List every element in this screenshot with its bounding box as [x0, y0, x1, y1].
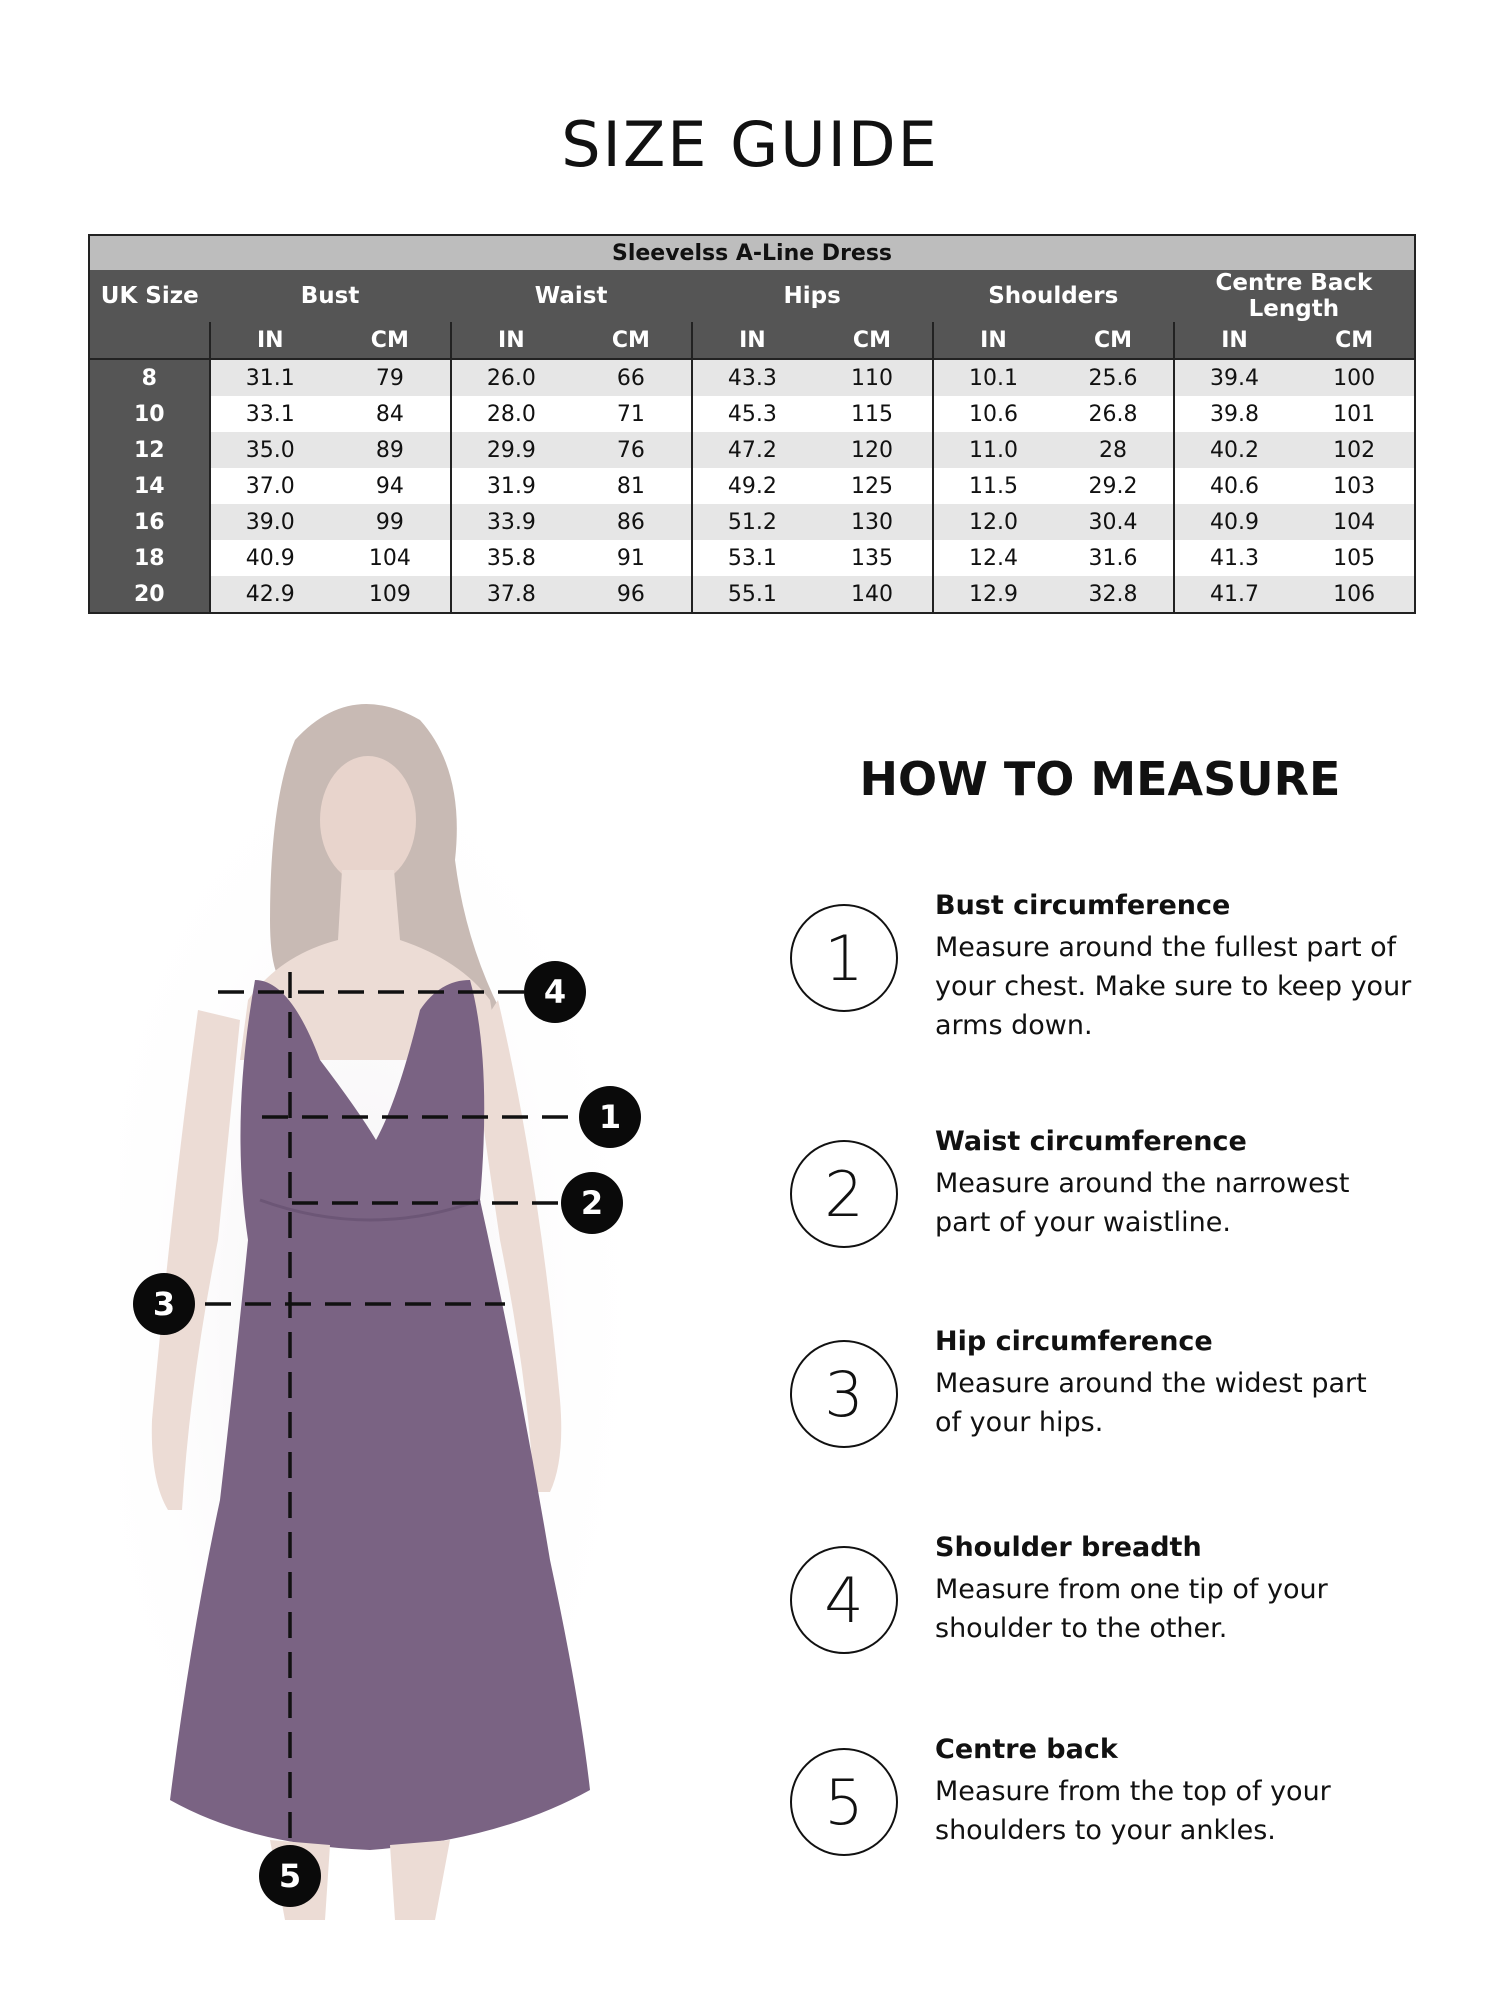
table-cell: 99 — [330, 504, 451, 540]
table-cell: 135 — [812, 540, 933, 576]
table-cell: 55.1 — [692, 576, 813, 613]
table-row — [89, 504, 1415, 540]
table-cell: 35.8 — [451, 540, 572, 576]
table-cell: 29.9 — [451, 432, 572, 468]
table-caption: Sleevelss A-Line Dress — [89, 235, 1415, 270]
table-cell: 76 — [571, 432, 692, 468]
unit-header: CM — [1053, 322, 1174, 359]
table-cell: 40.9 — [210, 540, 331, 576]
table-cell: 140 — [812, 576, 933, 613]
measurement-figure — [120, 680, 740, 1940]
table-cell: 12.0 — [933, 504, 1054, 540]
table-cell: 53.1 — [692, 540, 813, 576]
table-cell: 40.6 — [1174, 468, 1295, 504]
unit-header: CM — [571, 322, 692, 359]
step-shoulder — [790, 1532, 1430, 1672]
unit-header: IN — [210, 322, 331, 359]
table-cell: 49.2 — [692, 468, 813, 504]
model-face — [320, 756, 416, 884]
marker-3-label: 3 — [152, 1285, 176, 1323]
table-cell: 39.8 — [1174, 396, 1295, 432]
size-cell: 20 — [89, 576, 210, 613]
table-cell: 96 — [571, 576, 692, 613]
table-row — [89, 359, 1415, 396]
table-cell: 41.3 — [1174, 540, 1295, 576]
marker-4 — [524, 961, 586, 1023]
group-header-bust: Bust — [210, 270, 451, 322]
table-cell: 39.0 — [210, 504, 331, 540]
table-cell: 89 — [330, 432, 451, 468]
table-cell: 81 — [571, 468, 692, 504]
marker-1-label: 1 — [598, 1098, 622, 1136]
group-header-row — [89, 270, 1415, 322]
table-cell: 101 — [1294, 396, 1415, 432]
marker-1 — [579, 1086, 641, 1148]
table-row — [89, 540, 1415, 576]
unit-header: IN — [692, 322, 813, 359]
size-cell: 16 — [89, 504, 210, 540]
step-hip — [790, 1326, 1430, 1466]
size-cell: 12 — [89, 432, 210, 468]
table-cell: 91 — [571, 540, 692, 576]
step-number-circle: 4 — [790, 1546, 898, 1654]
table-cell: 115 — [812, 396, 933, 432]
step-title: Hip circumference — [935, 1326, 1213, 1357]
group-header-shoulders: Shoulders — [933, 270, 1174, 322]
table-cell: 102 — [1294, 432, 1415, 468]
table-cell: 12.4 — [933, 540, 1054, 576]
size-header: UK Size — [89, 270, 210, 322]
table-row — [89, 396, 1415, 432]
table-cell: 35.0 — [210, 432, 331, 468]
step-title: Waist circumference — [935, 1126, 1247, 1157]
group-header-waist: Waist — [451, 270, 692, 322]
table-cell: 40.2 — [1174, 432, 1295, 468]
table-cell: 31.9 — [451, 468, 572, 504]
step-waist — [790, 1126, 1430, 1266]
table-cell: 79 — [330, 359, 451, 396]
table-cell: 104 — [330, 540, 451, 576]
table-cell: 109 — [330, 576, 451, 613]
unit-header: CM — [812, 322, 933, 359]
marker-2-label: 2 — [580, 1184, 604, 1222]
step-description: Measure around the fullest part of your chest. Make sure to keep your arms down. — [935, 932, 1412, 1041]
page-title: SIZE GUIDE — [561, 108, 939, 181]
size-cell: 10 — [89, 396, 210, 432]
size-cell: 18 — [89, 540, 210, 576]
table-cell: 12.9 — [933, 576, 1054, 613]
marker-4-label: 4 — [543, 973, 567, 1011]
table-cell: 84 — [330, 396, 451, 432]
unit-spacer — [89, 322, 210, 359]
table-cell: 28 — [1053, 432, 1174, 468]
table-cell: 10.6 — [933, 396, 1054, 432]
unit-header-row — [89, 322, 1415, 359]
size-table — [88, 234, 1416, 614]
table-cell: 33.1 — [210, 396, 331, 432]
table-cell: 25.6 — [1053, 359, 1174, 396]
table-cell: 45.3 — [692, 396, 813, 432]
step-centre-back — [790, 1734, 1430, 1874]
unit-header: CM — [1294, 322, 1415, 359]
table-cell: 31.6 — [1053, 540, 1174, 576]
table-cell: 47.2 — [692, 432, 813, 468]
table-cell: 71 — [571, 396, 692, 432]
group-header-hips: Hips — [692, 270, 933, 322]
table-cell: 37.8 — [451, 576, 572, 613]
step-title: Bust circumference — [935, 890, 1231, 921]
step-description: Measure around the narrowest part of your waistline. — [935, 1168, 1350, 1238]
table-cell: 103 — [1294, 468, 1415, 504]
table-cell: 94 — [330, 468, 451, 504]
unit-header: IN — [933, 322, 1054, 359]
table-cell: 43.3 — [692, 359, 813, 396]
table-cell: 106 — [1294, 576, 1415, 613]
table-cell: 110 — [812, 359, 933, 396]
how-to-measure-title: HOW TO MEASURE — [859, 752, 1341, 806]
step-title: Shoulder breadth — [935, 1532, 1202, 1563]
table-cell: 41.7 — [1174, 576, 1295, 613]
table-cell: 32.8 — [1053, 576, 1174, 613]
size-cell: 8 — [89, 359, 210, 396]
table-cell: 26.0 — [451, 359, 572, 396]
table-cell: 11.0 — [933, 432, 1054, 468]
step-bust — [790, 890, 1430, 1041]
step-description: Measure from one tip of your shoulder to the other. — [935, 1574, 1328, 1644]
table-row — [89, 468, 1415, 504]
step-description: Measure from the top of your shoulders to your ankles. — [935, 1776, 1331, 1846]
table-cell: 125 — [812, 468, 933, 504]
table-cell: 130 — [812, 504, 933, 540]
table-row — [89, 576, 1415, 613]
table-cell: 86 — [571, 504, 692, 540]
table-cell: 31.1 — [210, 359, 331, 396]
marker-2 — [561, 1172, 623, 1234]
table-cell: 120 — [812, 432, 933, 468]
table-cell: 40.9 — [1174, 504, 1295, 540]
table-row — [89, 432, 1415, 468]
step-number-circle: 1 — [790, 904, 898, 1012]
table-cell: 104 — [1294, 504, 1415, 540]
step-number-circle: 3 — [790, 1340, 898, 1448]
step-number-circle: 5 — [790, 1748, 898, 1856]
table-cell: 51.2 — [692, 504, 813, 540]
marker-3 — [133, 1273, 195, 1335]
table-cell: 100 — [1294, 359, 1415, 396]
table-cell: 29.2 — [1053, 468, 1174, 504]
unit-header: CM — [330, 322, 451, 359]
table-cell: 37.0 — [210, 468, 331, 504]
table-cell: 28.0 — [451, 396, 572, 432]
table-cell: 105 — [1294, 540, 1415, 576]
table-cell: 30.4 — [1053, 504, 1174, 540]
step-title: Centre back — [935, 1734, 1118, 1765]
unit-header: IN — [451, 322, 572, 359]
table-cell: 10.1 — [933, 359, 1054, 396]
table-cell: 33.9 — [451, 504, 572, 540]
group-header-centre-back: Centre Back Length — [1174, 270, 1415, 322]
size-cell: 14 — [89, 468, 210, 504]
marker-5-label: 5 — [278, 1857, 302, 1895]
marker-5 — [259, 1845, 321, 1907]
table-cell: 42.9 — [210, 576, 331, 613]
step-number-circle: 2 — [790, 1140, 898, 1248]
table-cell: 26.8 — [1053, 396, 1174, 432]
table-cell: 11.5 — [933, 468, 1054, 504]
unit-header: IN — [1174, 322, 1295, 359]
table-cell: 66 — [571, 359, 692, 396]
table-caption-row — [89, 235, 1415, 270]
step-description: Measure around the widest part of your hips. — [935, 1368, 1367, 1438]
table-cell: 39.4 — [1174, 359, 1295, 396]
